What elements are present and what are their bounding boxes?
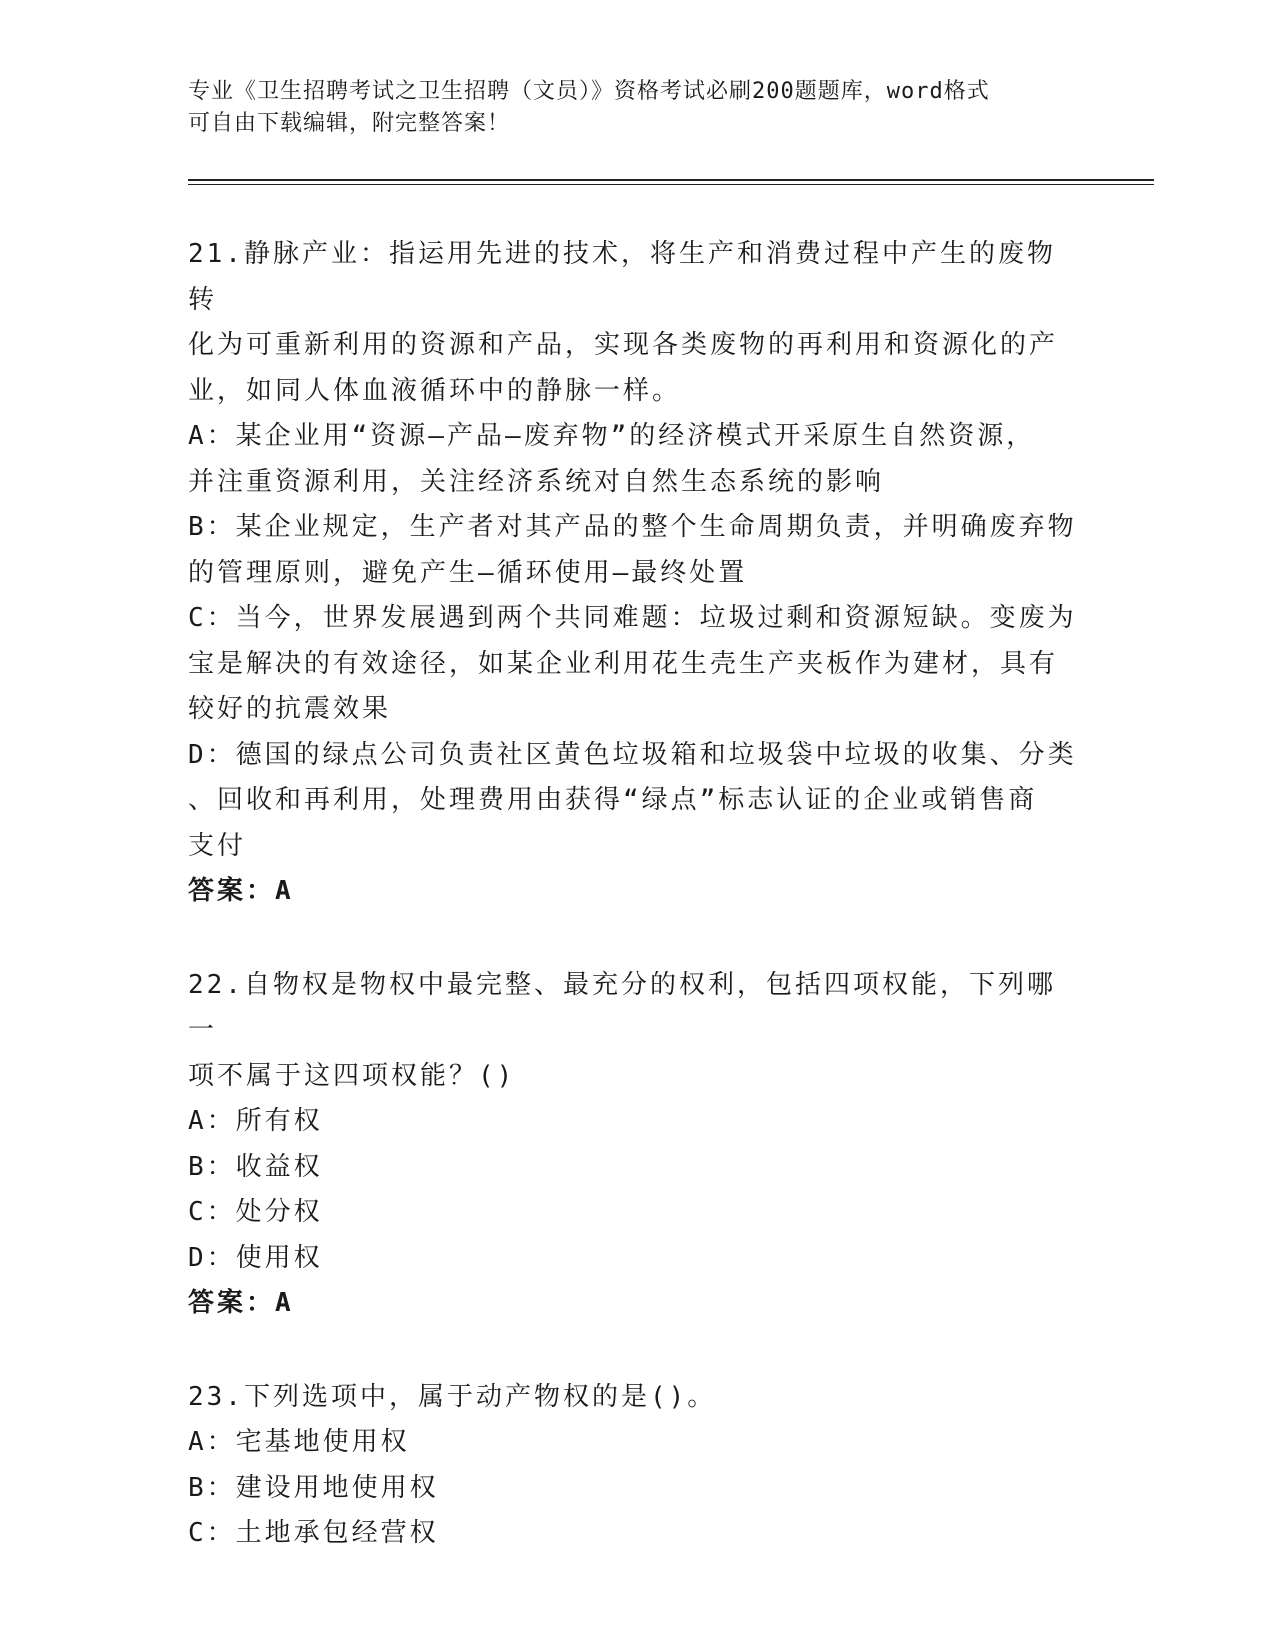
header-rule-thin xyxy=(188,184,1154,185)
answer-label: 答案：A xyxy=(188,876,294,906)
option-a-line: A：宅基地使用权 xyxy=(188,1427,410,1457)
question-stem-line: 22.自物权是物权中最完整、最充分的权利，包括四项权能，下列哪一 xyxy=(188,969,1056,1045)
option-c-line: 较好的抗震效果 xyxy=(188,694,392,724)
question-stem-line: 业，如同人体血液循环中的静脉一样。 xyxy=(188,375,682,406)
question-list xyxy=(188,232,1078,1605)
header-rule-thick xyxy=(188,179,1154,181)
answer-label: 答案：A xyxy=(188,1288,294,1318)
question-stem-line: 化为可重新利用的资源和产品，实现各类废物的再利用和资源化的产 xyxy=(188,330,1059,360)
option-c-line: C：处分权 xyxy=(188,1197,323,1227)
option-d-line: 支付 xyxy=(188,830,247,861)
question-22 xyxy=(188,963,1078,1327)
option-a-line: 并注重资源利用，关注经济系统对自然生态系统的影响 xyxy=(188,466,885,497)
option-c-line: C：土地承包经营权 xyxy=(188,1518,439,1548)
option-b-line: B：收益权 xyxy=(188,1151,323,1182)
question-21 xyxy=(188,232,1078,915)
option-d-line: D：使用权 xyxy=(188,1242,323,1273)
option-b-line: B：某企业规定，生产者对其产品的整个生命周期负责，并明确废弃物 xyxy=(188,512,1077,542)
option-d-line: 、回收和再利用，处理费用由获得“绿点”标志认证的企业或销售商 xyxy=(188,785,1038,815)
option-c-line: 宝是解决的有效途径，如某企业利用花生壳生产夹板作为建材，具有 xyxy=(188,648,1059,679)
document-header xyxy=(188,76,1068,140)
header-line-2: 可自由下载编辑，附完整答案！ xyxy=(188,111,511,136)
question-stem-line: 23.下列选项中，属于动产物权的是()。 xyxy=(188,1381,717,1412)
question-stem-line: 项不属于这四项权能？() xyxy=(188,1060,516,1091)
header-line-1: 专业《卫生招聘考试之卫生招聘（文员）》资格考试必刷200题题库，word格式 xyxy=(188,79,990,104)
option-c-line: C：当今，世界发展遇到两个共同难题：垃圾过剩和资源短缺。变废为 xyxy=(188,603,1077,633)
question-23 xyxy=(188,1375,1078,1557)
option-a-line: A：某企业用“资源—产品—废弃物”的经济模式开采原生自然资源， xyxy=(188,421,1036,451)
question-stem-line: 21.静脉产业：指运用先进的技术，将生产和消费过程中产生的废物转 xyxy=(188,239,1056,315)
option-d-line: D：德国的绿点公司负责社区黄色垃圾箱和垃圾袋中垃圾的收集、分类 xyxy=(188,739,1077,770)
option-b-line: 的管理原则，避免产生—循环使用—最终处置 xyxy=(188,557,748,588)
option-b-line: B：建设用地使用权 xyxy=(188,1472,439,1503)
option-a-line: A：所有权 xyxy=(188,1106,323,1136)
